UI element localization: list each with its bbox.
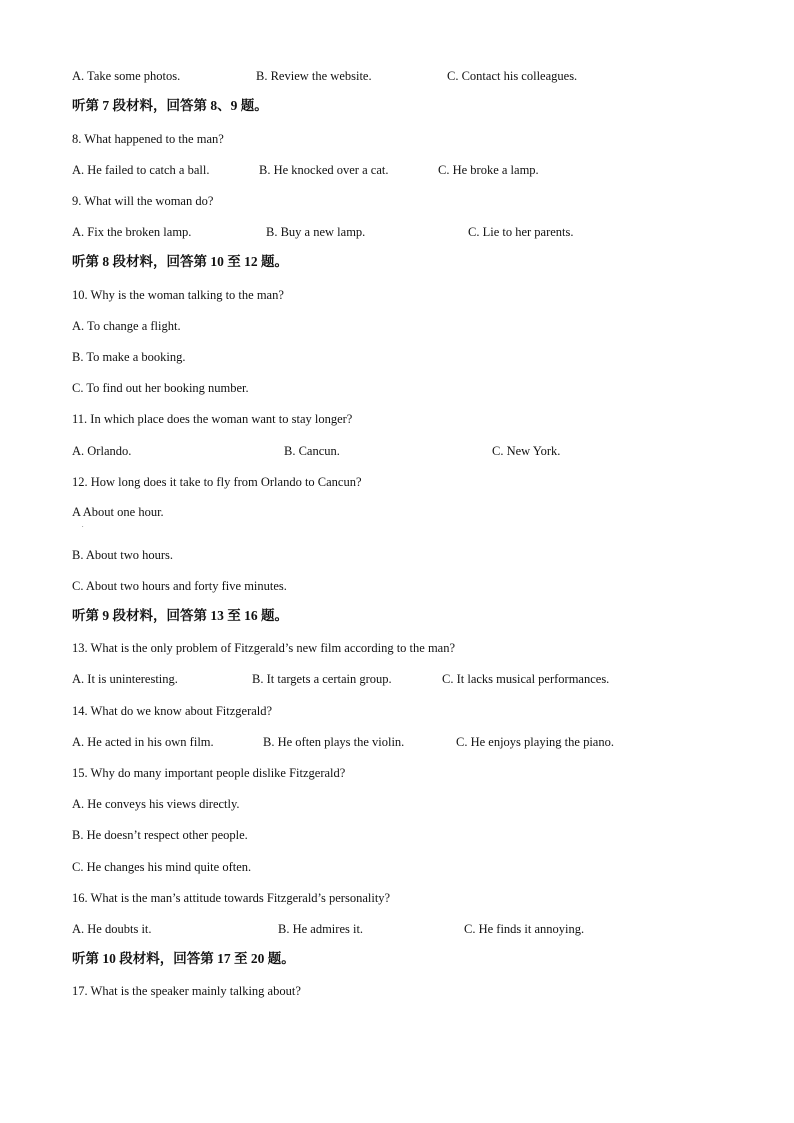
question-10: 10. Why is the woman talking to the man? (72, 288, 284, 302)
section-heading-8: 听第 8 段材料，回答第 10 至 12 题。 (72, 254, 288, 269)
section-heading-9: 听第 9 段材料，回答第 13 至 16 题。 (72, 608, 288, 623)
option-b: B. It targets a certain group. (252, 672, 392, 686)
question-8: 8. What happened to the man? (72, 132, 224, 146)
q15-option-b: B. He doesn’t respect other people. (72, 828, 248, 842)
option-c: C. He finds it annoying. (464, 922, 585, 936)
option-a: A. He doubts it. (72, 922, 152, 936)
question-13: 13. What is the only problem of Fitzgerald’s new film according to the man? (72, 641, 456, 655)
question-17: 17. What is the speaker mainly talking about? (72, 984, 301, 998)
option-c: C. It lacks musical performances. (442, 672, 610, 686)
q10-option-a: A. To change a flight. (72, 319, 181, 333)
q15-option-c: C. He changes his mind quite often. (72, 860, 252, 874)
option-b: B. Buy a new lamp. (266, 225, 366, 239)
q12-option-b: B. About two hours. (72, 548, 174, 562)
question-15: 15. Why do many important people dislike Fitzgerald? (72, 766, 346, 780)
section-heading-7: 听第 7 段材料，回答第 8、9 题。 (72, 98, 268, 113)
option-a: A. Fix the broken lamp. (72, 225, 192, 239)
option-a: A. He acted in his own film. (72, 735, 214, 749)
option-b: B. Cancun. (284, 444, 340, 458)
option-c: C. Lie to her parents. (468, 225, 574, 239)
option-b: B. He often plays the violin. (263, 735, 405, 749)
stray-dot: . (82, 523, 84, 529)
option-c: C. New York. (492, 444, 561, 458)
q12-option-a: A About one hour. (72, 505, 164, 519)
question-11: 11. In which place does the woman want to stay longer? (72, 412, 353, 426)
option-c: C. He enjoys playing the piano. (456, 735, 614, 749)
option-c: C. He broke a lamp. (438, 163, 539, 177)
option-a: A. It is uninteresting. (72, 672, 178, 686)
option-b: B. He admires it. (278, 922, 364, 936)
option-a: A. Orlando. (72, 444, 132, 458)
q12-option-c: C. About two hours and forty five minutes. (72, 579, 287, 593)
q10-option-b: B. To make a booking. (72, 350, 186, 364)
option-b: B. Review the website. (256, 69, 372, 83)
option-c: C. Contact his colleagues. (447, 69, 578, 83)
question-12: 12. How long does it take to fly from Orlando to Cancun? (72, 475, 362, 489)
section-heading-10: 听第 10 段材料，回答第 17 至 20 题。 (72, 951, 295, 966)
q15-option-a: A. He conveys his views directly. (72, 797, 240, 811)
question-14: 14. What do we know about Fitzgerald? (72, 704, 273, 718)
question-9: 9. What will the woman do? (72, 194, 214, 208)
q10-option-c: C. To find out her booking number. (72, 381, 249, 395)
option-a: A. Take some photos. (72, 69, 181, 83)
option-a: A. He failed to catch a ball. (72, 163, 210, 177)
option-b: B. He knocked over a cat. (259, 163, 389, 177)
question-16: 16. What is the man’s attitude towards Fitzgerald’s personality? (72, 891, 391, 905)
